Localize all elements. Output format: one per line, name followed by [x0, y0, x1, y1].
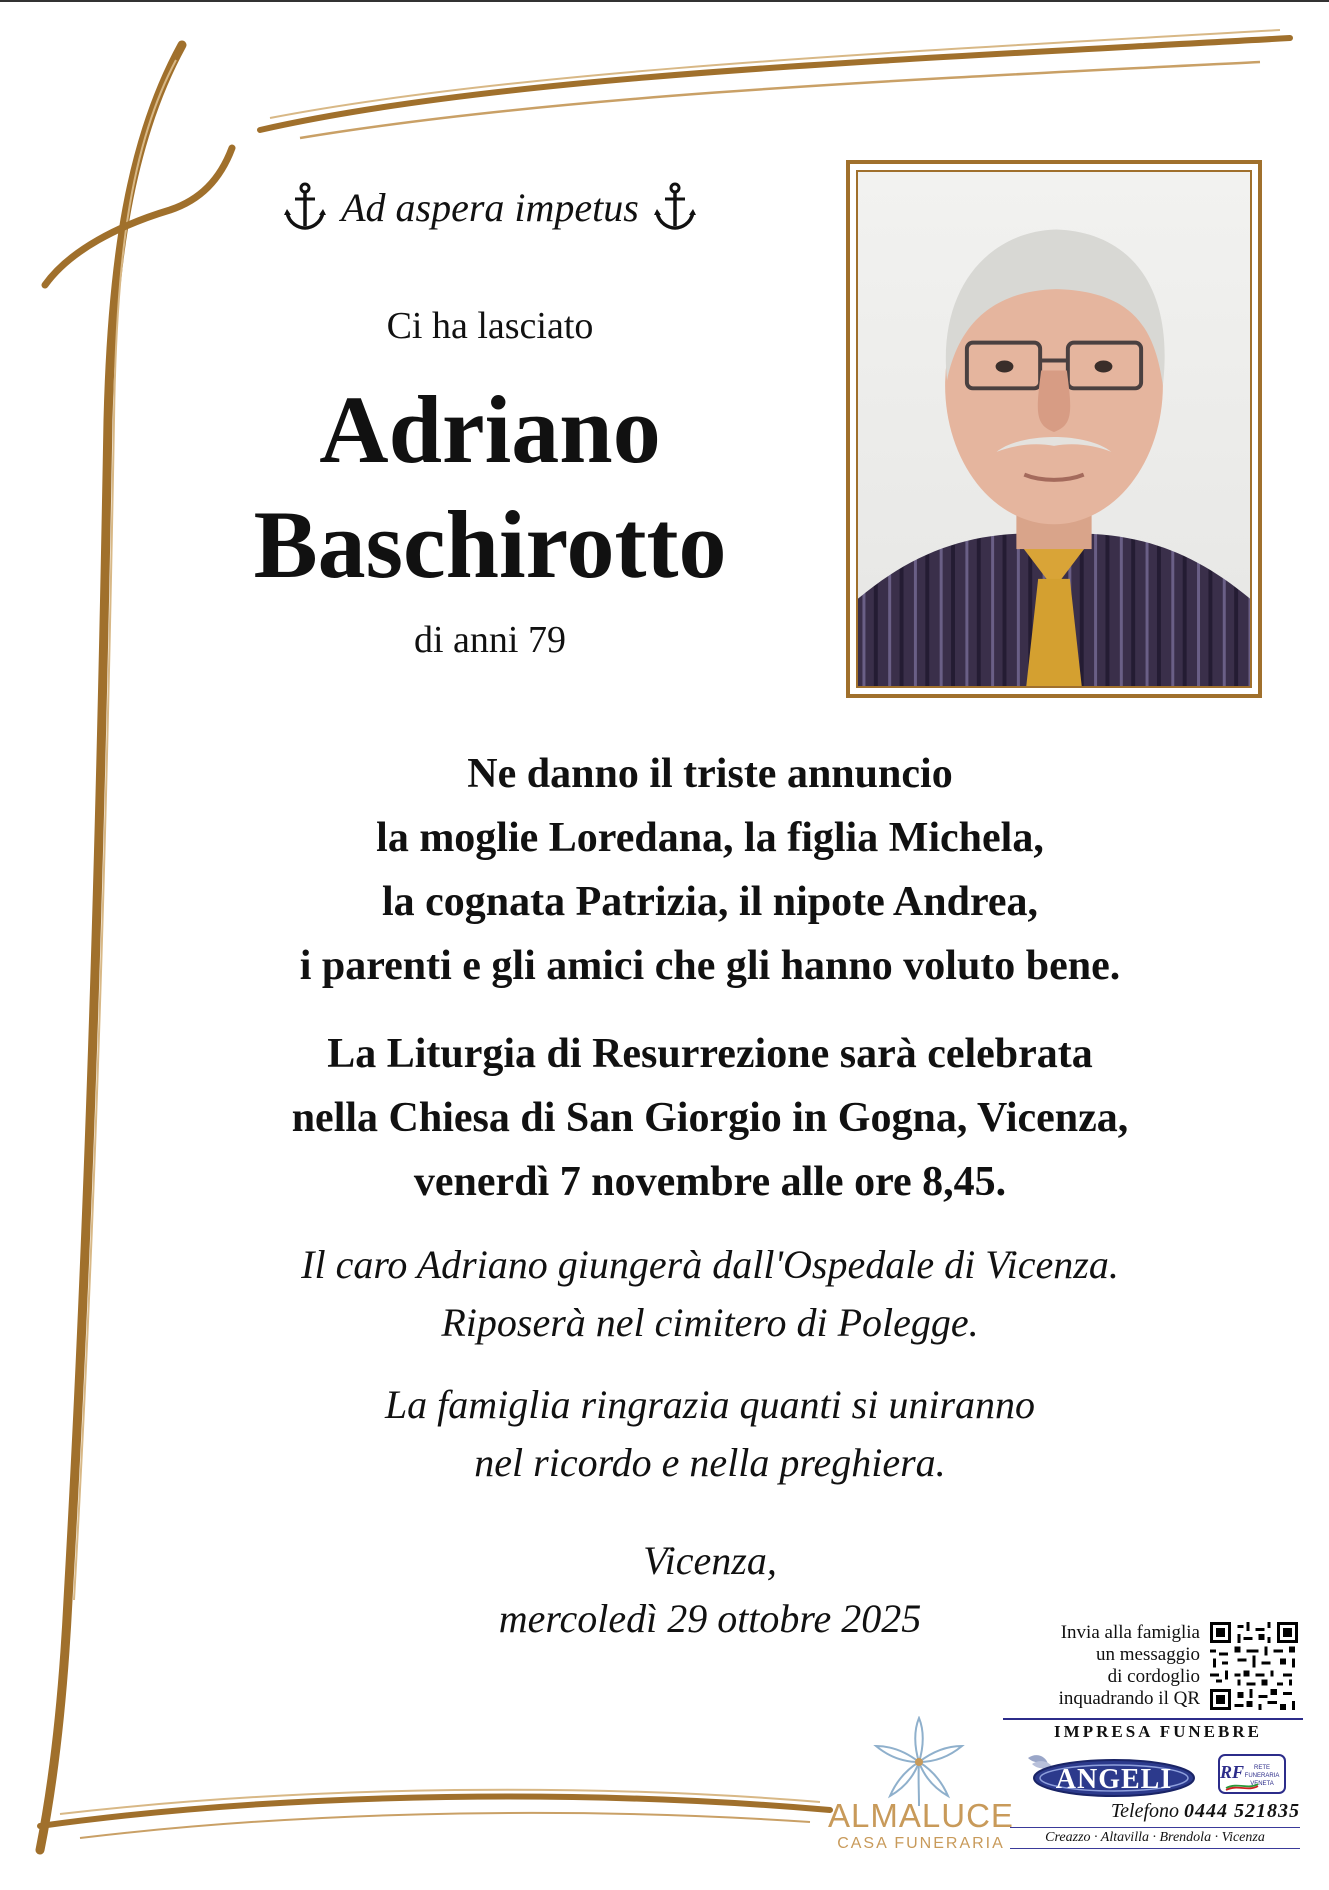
announcement-line: Ne danno il triste annuncio — [467, 751, 953, 797]
announcement-line: la moglie Loredana, la figlia Michela, — [376, 815, 1044, 861]
phone-label: Telefono — [1110, 1800, 1179, 1822]
qr-code[interactable] — [1210, 1622, 1298, 1710]
locations: Creazzo · Altavilla · Brendola · Vicenza — [1010, 1827, 1300, 1849]
announcement — [160, 742, 1260, 998]
last-name: Baschirotto — [253, 491, 727, 598]
almaluce-name: ALMALUCE — [828, 1797, 1014, 1834]
intro-text: Ci ha lasciato — [386, 305, 594, 347]
angeli-logo — [1022, 1750, 1202, 1800]
divider — [1003, 1718, 1303, 1720]
svg-text:RETE: RETE — [1253, 1765, 1271, 1771]
liturgy-line: nella Chiesa di San Giorgio in Gogna, Vicenza, — [291, 1095, 1129, 1141]
announcement-line: i parenti e gli amici che gli hanno voluto bene. — [299, 943, 1121, 989]
liturgy — [160, 1022, 1260, 1214]
portrait-photo — [858, 172, 1250, 686]
phone-number[interactable]: 0444 521835 — [1184, 1800, 1300, 1822]
place-date — [410, 1532, 1010, 1648]
place: Vicenza, — [643, 1538, 777, 1583]
arrival-line: Il caro Adriano giungerà dall'Ospedale di Vicenza. — [301, 1242, 1119, 1287]
anchor-icon — [283, 182, 327, 232]
qr-message-line: di cordoglio — [1107, 1666, 1200, 1687]
qr-message-line: inquadrando il QR — [1058, 1688, 1200, 1709]
anchor-icon — [653, 182, 697, 232]
thanks-line: La famiglia ringrazia quanti si uniranno — [384, 1382, 1036, 1427]
almaluce-subtitle: CASA FUNERARIA — [837, 1835, 1005, 1852]
arrival-note — [160, 1236, 1260, 1352]
qr-message-line: Invia alla famiglia — [1060, 1622, 1200, 1643]
portrait-frame — [846, 160, 1262, 698]
date: mercoledì 29 ottobre 2025 — [498, 1596, 922, 1641]
motto — [260, 182, 720, 232]
svg-text:RF: RF — [1219, 1762, 1245, 1782]
motto-text: Ad aspera impetus — [341, 184, 639, 230]
announcement-line: la cognata Patrizia, il nipote Andrea, — [381, 879, 1039, 925]
svg-text:FUNERARIA: FUNERARIA — [1244, 1773, 1280, 1779]
first-name: Adriano — [319, 376, 661, 483]
qr-message — [1020, 1622, 1200, 1710]
qr-message-line: un messaggio — [1096, 1644, 1200, 1665]
almaluce-flower-icon — [866, 1716, 972, 1808]
thanks-note — [160, 1376, 1260, 1492]
liturgy-line: La Liturgia di Resurrezione sarà celebrata — [327, 1031, 1093, 1077]
arrival-line: Riposerà nel cimitero di Polegge. — [441, 1300, 979, 1345]
funeral-home-label: IMPRESA FUNEBRE — [1054, 1722, 1262, 1741]
rf-network-logo — [1218, 1754, 1286, 1794]
svg-text:VENETA: VENETA — [1250, 1781, 1274, 1787]
phone — [1040, 1800, 1300, 1823]
angeli-logo-text: ANGELI — [1055, 1764, 1173, 1795]
age: di anni 79 — [414, 619, 566, 661]
liturgy-line: venerdì 7 novembre alle ore 8,45. — [413, 1159, 1007, 1205]
thanks-line: nel ricordo e nella preghiera. — [474, 1440, 946, 1485]
